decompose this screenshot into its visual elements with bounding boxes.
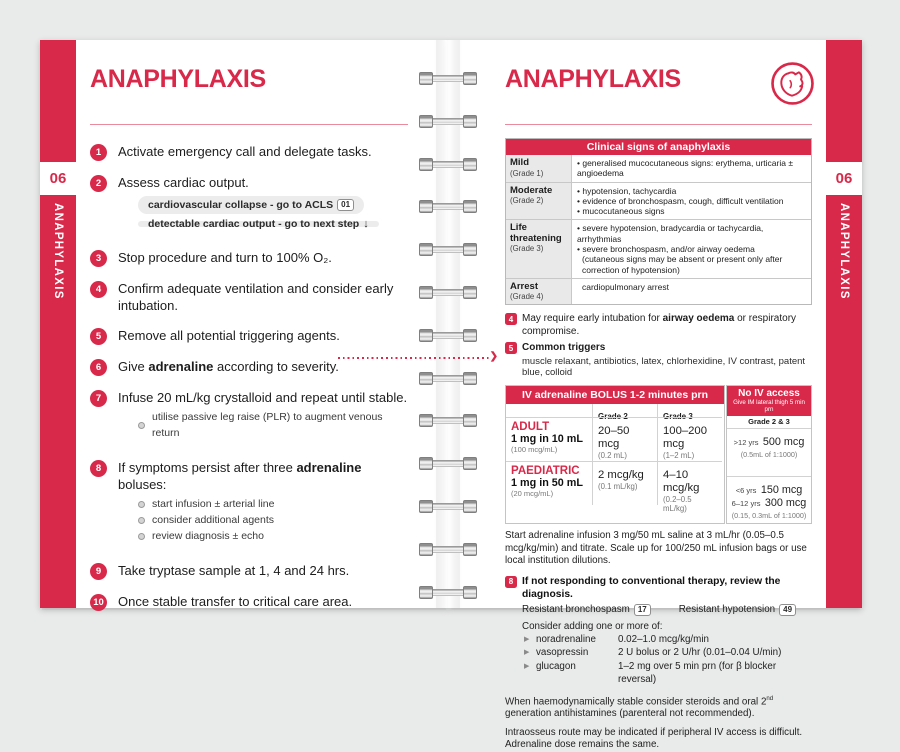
step-number-badge: 2 [90,175,107,192]
left-page [40,40,448,608]
coil [419,414,477,427]
im-adult-cell: >12 yrs 500 mcg (0.5mL of 1:1000) [733,436,805,460]
grade-cell: Arrest (Grade 4) [506,279,572,305]
sub-bullet: start infusion ± arterial line [138,496,408,512]
step-number-badge: 1 [90,144,107,161]
grade-column-header: Grade 2 [598,412,628,422]
step-text: Stop procedure and turn to 100% O₂. [118,250,332,265]
grade-cell: Mild (Grade 1) [506,155,572,182]
note [505,341,812,378]
clinical-signs-table [505,138,812,305]
note-marker: 5 [505,342,517,354]
sub-bullet: utilise passive leg raise (PLR) to augment venous return [138,409,408,441]
grade3-dose-cell: 100–200 mcg (1–2 mL) [657,417,722,461]
right-page [448,40,862,751]
steps-list [90,143,408,611]
clinical-table-row [506,182,811,220]
step-sub-bullets [138,496,408,544]
step-text: Assess cardiac output. [118,175,249,190]
consider-item: ▶ noradrenaline 0.02–1.0 mcg/kg/min [524,633,709,645]
signs-cell: • hypotension, tachycardia • evidence of bronchospasm, cough, difficult ventilation • mucocutaneous signs [577,185,784,217]
step-number-badge: 10 [90,594,107,611]
divider-rule [505,124,812,125]
step-item [90,249,408,267]
coil [419,158,477,171]
step-sub-bullets [138,409,408,441]
coil [419,200,477,213]
right-edge-tab-bar [826,40,862,608]
coil [419,286,477,299]
page-ref-box: 49 [779,604,796,616]
bullet-icon [138,422,145,429]
left-page-content [90,40,408,608]
step-number-badge: 4 [90,281,107,298]
notes-list [505,312,812,378]
step-item [90,327,408,345]
action-chip: cardiovascular collapse - go to ACLS 01 [138,196,364,214]
step-text: Confirm adequate ventilation and consider early intubation. [118,281,394,313]
step-number-badge: 7 [90,390,107,407]
grade2-dose-cell: 20–50 mcg (0.2 mL) [592,417,657,461]
left-edge-tab-bar [40,40,76,608]
triangle-bullet-icon: ▶ [524,649,530,657]
consider-item: ▶ vasopressin 2 U bolus or 2 U/hr (0.01–0.04 U/min) [524,647,782,659]
step-item [90,280,408,314]
divider-rule [90,124,408,125]
iv-table-header: IV adrenaline BOLUS 1-2 minutes prn [506,386,724,404]
sub-bullet: review diagnosis ± echo [138,528,408,544]
clinical-table-row [506,219,811,277]
coil [419,500,477,513]
reference-item: Resistant hypotension 49 [679,604,796,616]
signs-cell: • severe hypotension, bradycardia or tachycardia, arrhythmias • severe bronchospasm, and/or airway oedema (cutaneous signs may be absent or present only after correction of hypotension) [577,223,783,275]
note8-text: If not responding to conventional therapy, review the diagnosis. [522,575,781,600]
bullet-icon [138,501,145,508]
iv-bolus-table [505,385,725,524]
coil [419,543,477,556]
im-table-grade-header: Grade 2 & 3 [727,416,811,429]
note [505,312,812,338]
im-paediatric-cell: <6 yrs 150 mcg 6–12 yrs 300 mcg (0.15, 0.3mL of 1:1000) [727,476,811,523]
page-title: ANAPHYLAXIS [90,65,266,93]
reference-item: Resistant bronchospasm 17 [522,604,651,616]
step-number-badge: 6 [90,359,107,376]
coil [419,372,477,385]
step-item [90,593,408,611]
bullet-icon [138,517,145,524]
page-tab-label: ANAPHYLAXIS [52,203,64,300]
page-title: ANAPHYLAXIS [505,65,681,93]
page-tab-number: 06 [826,162,862,195]
step-chips [138,196,408,234]
dose-row-label-cell: ADULT 1 mg in 10 mL (100 mcg/mL) [506,417,592,461]
im-table-header: No IV access Give IM lateral thigh 5 min prn [727,386,811,416]
step-number-badge: 9 [90,563,107,580]
step-item [90,358,408,376]
note-review-diagnosis [505,575,812,601]
grade-cell: Moderate (Grade 2) [506,183,572,220]
step-item [90,459,408,549]
anatomical-heart-icon [769,60,816,107]
coil [419,243,477,256]
clinical-table-row [506,278,811,305]
coil [419,586,477,599]
coil [419,457,477,470]
page-tab-number: 06 [40,162,76,195]
clinical-table-header: Clinical signs of anaphylaxis [506,139,811,155]
signs-cell: cardiopulmonary arrest [582,281,669,292]
note-marker: 4 [505,313,517,325]
sub-bullet: consider additional agents [138,512,408,528]
im-dose-table [726,385,812,524]
infusion-paragraph: Start adrenaline infusion 3 mg/50 mL saline at 3 mL/hr (0.05–0.5 mcg/kg/min) and titrate. Scale up for 100/250 mL infusion bags or use local institution dilutions. [505,530,807,567]
coil [419,115,477,128]
triangle-bullet-icon: ▶ [524,662,530,670]
note-detail: muscle relaxant, antibiotics, latex, chlorhexidine, IV contrast, patent blue, colloid [522,356,806,379]
step-text: Infuse 20 mL/kg crystalloid and repeat until stable. [118,390,408,405]
step-text: Remove all potential triggering agents. [118,328,340,343]
page-tab-label: ANAPHYLAXIS [838,203,850,300]
bullet-icon [138,533,145,540]
intraosseous-paragraph: Intraosseus route may be indicated if peripheral IV access is difficult. Adrenaline dose remains the same. [505,726,803,751]
step-item [90,143,408,161]
coil [419,329,477,342]
action-chip: detectable cardiac output - go to next step ↓ [138,221,379,227]
step-item [90,389,408,446]
step-item [90,562,408,580]
dose-row-label-cell: PAEDIATRIC 1 mg in 50 mL (20 mcg/mL) [506,461,592,505]
step-number-badge: 3 [90,250,107,267]
dose-tables [505,385,812,524]
page-ref-box: 17 [634,604,651,616]
dotted-connector [338,351,498,362]
page-ref-box: 01 [337,199,354,211]
triangle-bullet-icon: ▶ [524,635,530,643]
coil [419,72,477,85]
grade-cell: Life threatening (Grade 3) [506,220,572,277]
right-page-content [505,40,812,751]
consider-item: ▶ glucagon 1–2 mg over 5 min prn (for β blocker reversal) [524,660,777,686]
step-text: Take tryptase sample at 1, 4 and 24 hrs. [118,563,350,578]
grade-column-header: Grade 3 [663,412,693,422]
consider-intro: Consider adding one or more of: [522,620,663,632]
step-text: Give adrenaline according to severity. [118,359,339,374]
reference-links [522,604,812,616]
step-text: Activate emergency call and delegate tasks. [118,144,372,159]
step-number-badge: 8 [90,460,107,477]
grade3-dose-cell: 4–10 mcg/kg (0.2–0.5 mL/kg) [657,461,722,505]
arrow-right-icon: ❯ [489,351,498,362]
note-marker: 8 [505,576,517,588]
consider-block [522,621,812,687]
note-text: May require early intubation for airway oedema or respiratory compromise. [522,313,797,338]
step-number-badge: 5 [90,328,107,345]
grade2-dose-cell: 2 mcg/kg (0.1 mL/kg) [592,461,657,505]
step-text: If symptoms persist after three adrenaline boluses: [118,460,362,492]
note-text: Common triggers [522,342,606,354]
signs-cell: • generalised mucocutaneous signs: erythema, urticaria ± angioedema [577,158,793,179]
step-item [90,174,408,236]
clinical-table-row [506,155,811,182]
stable-paragraph: When haemodynamically stable consider steroids and oral 2nd generation antihistamines (parenteral not recommended). [505,695,774,720]
step-text: Once stable transfer to critical care area. [118,594,353,609]
